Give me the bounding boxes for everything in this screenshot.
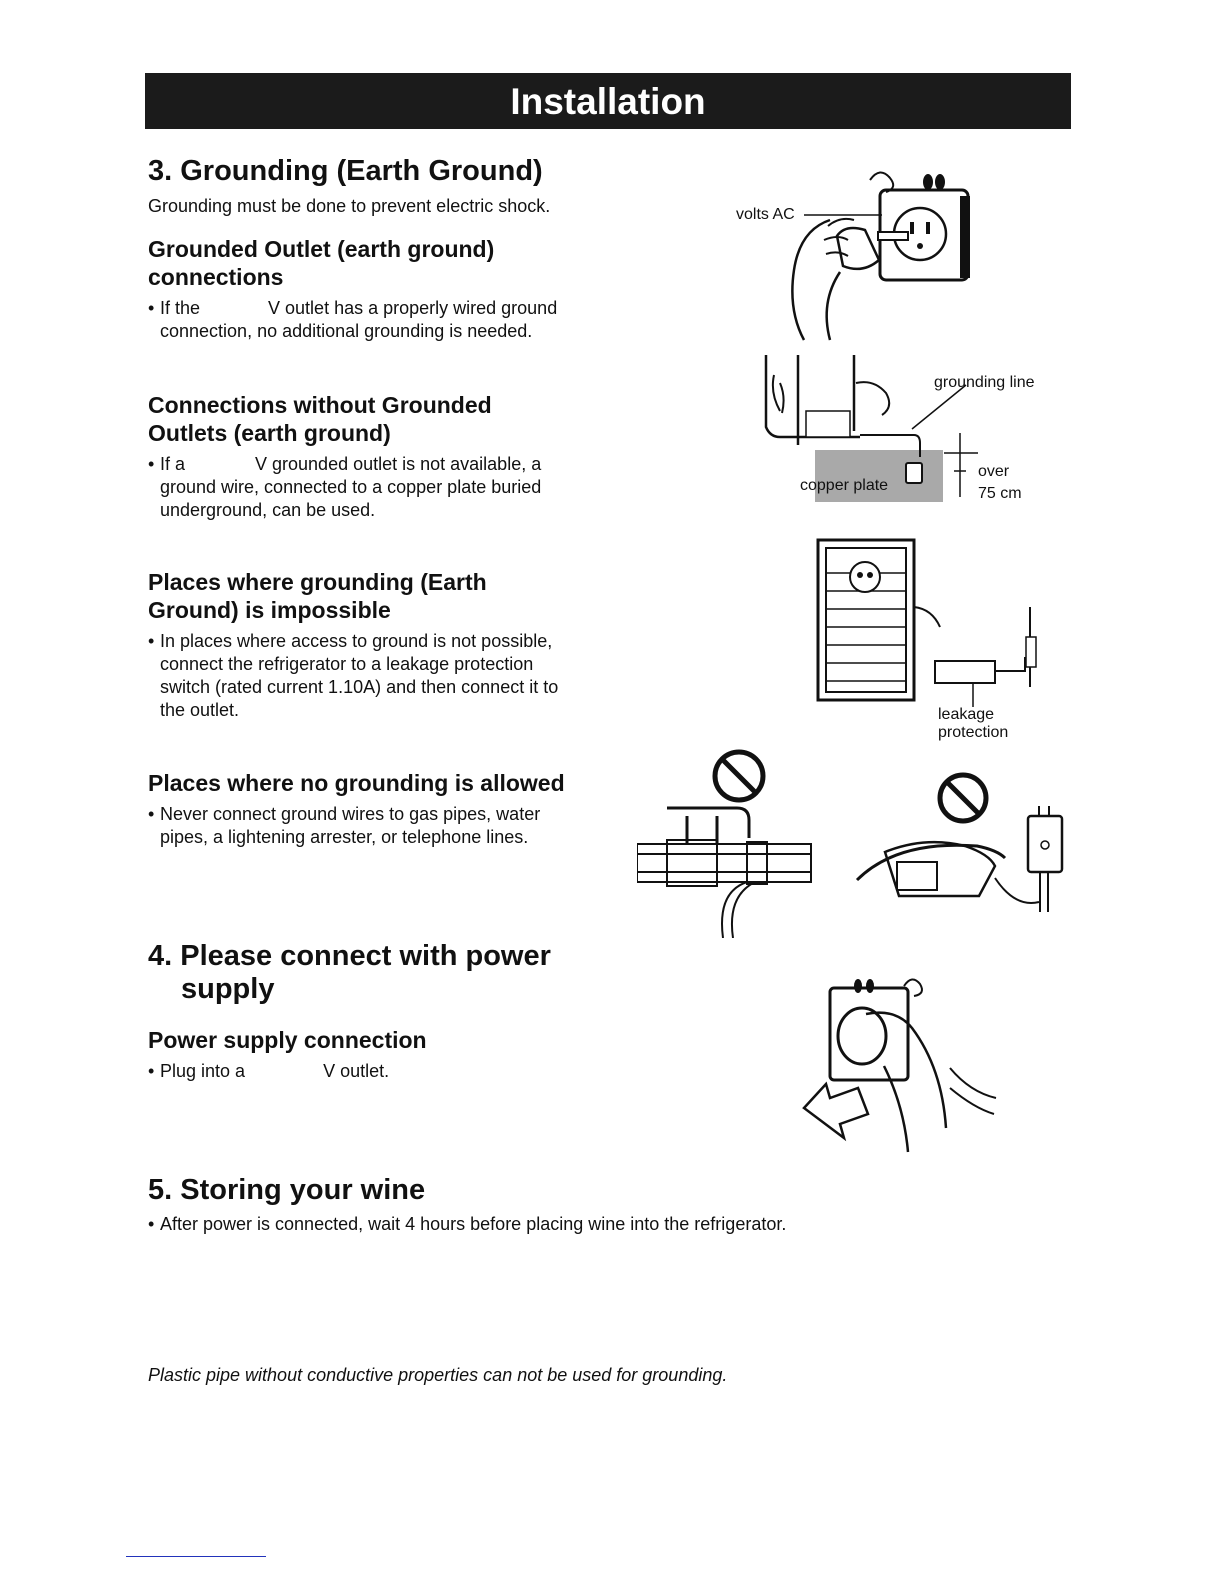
grounded-bullet-part-a: If the <box>160 298 201 318</box>
grounded-outlet-heading-line2: connections <box>148 264 284 290</box>
leakage-label-line2: protection <box>938 724 1009 741</box>
section-4-title-line1: 4. Please connect with power <box>148 940 551 972</box>
section-3-intro: Grounding must be done to prevent electric shock. <box>148 196 551 216</box>
impossible-bullet-line1: In places where access to ground is not possible, <box>160 631 553 651</box>
no-grounding-allowed-heading: Places where no grounding is allowed <box>148 770 565 796</box>
power-plug-insert-illustration <box>800 972 1000 1157</box>
without-bullet-part-b: V grounded outlet is not available, a <box>255 454 542 474</box>
storing-wine-bullet-text: After power is connected, wait 4 hours before placing wine into the refrigerator. <box>160 1214 787 1234</box>
storing-wine-bullet <box>148 1213 786 1236</box>
not-allowed-bullet-line1: Never connect ground wires to gas pipes, water <box>160 804 541 824</box>
power-supply-subheading: Power supply connection <box>148 1027 427 1053</box>
prohibited-telephone-line-illustration <box>845 772 1070 917</box>
grounding-impossible-heading <box>148 568 487 624</box>
wine-refrigerator-leakage-illustration <box>815 537 1050 707</box>
plastic-pipe-note: Plastic pipe without conductive properties can not be used for grounding. <box>148 1365 728 1385</box>
volts-ac-label: volts AC <box>736 206 795 223</box>
depth-75cm-label: 75 cm <box>978 485 1022 502</box>
impossible-bullet-line4: the outlet. <box>160 700 240 720</box>
grounding-impossible-heading-line2: Ground) is impossible <box>148 597 391 623</box>
grounded-outlet-heading-line1: Grounded Outlet (earth ground) <box>148 236 495 262</box>
power-bullet-part-b: V outlet. <box>323 1061 390 1081</box>
section-4-title <box>148 940 551 1006</box>
footer-rule <box>126 1556 266 1557</box>
grounded-bullet-part-b: V outlet has a properly wired ground <box>268 298 558 318</box>
without-grounded-heading <box>148 391 492 447</box>
not-allowed-bullet-line2: pipes, a lightening arrester, or telephone lines. <box>160 827 529 847</box>
no-grounding-allowed-bullet <box>148 803 540 849</box>
power-bullet-part-a: Plug into a <box>160 1061 246 1081</box>
over-label: over <box>978 463 1010 480</box>
grounding-impossible-bullet <box>148 630 558 722</box>
bullet-dot: • <box>148 298 155 318</box>
bullet-dot: • <box>148 631 155 651</box>
without-grounded-heading-line2: Outlets (earth ground) <box>148 420 391 446</box>
power-supply-bullet <box>148 1060 389 1083</box>
without-bullet-line2: ground wire, connected to a copper plate buried <box>160 477 542 497</box>
prohibited-gas-pipe-illustration <box>637 748 817 938</box>
volts-ac-leader <box>804 212 884 218</box>
section-3-title: 3. Grounding (Earth Ground) <box>148 155 543 187</box>
impossible-bullet-line3: switch (rated current 1.10A) and then connect it to <box>160 677 559 697</box>
bullet-dot: • <box>148 454 155 474</box>
without-bullet-line3: underground, can be used. <box>160 500 376 520</box>
grounding-impossible-heading-line1: Places where grounding (Earth <box>148 569 487 595</box>
impossible-bullet-line2: connect the refrigerator to a leakage protection <box>160 654 534 674</box>
section-4-title-line2: supply <box>181 973 275 1005</box>
bullet-dot: • <box>148 1061 155 1081</box>
grounding-line-label: grounding line <box>934 374 1035 391</box>
grounded-outlet-heading <box>148 235 494 291</box>
bullet-dot: • <box>148 1214 155 1234</box>
leakage-label-line1: leakage <box>938 706 995 723</box>
plug-outlet-illustration <box>770 160 980 345</box>
grounded-bullet-line2: connection, no additional grounding is needed. <box>160 321 533 341</box>
without-grounded-heading-line1: Connections without Grounded <box>148 392 492 418</box>
page-banner-title: Installation <box>145 73 1071 129</box>
copper-plate-label: copper plate <box>800 477 889 494</box>
without-bullet-part-a: If a <box>160 454 186 474</box>
grounded-outlet-bullet <box>148 297 557 343</box>
bullet-dot: • <box>148 804 155 824</box>
section-5-title: 5. Storing your wine <box>148 1174 426 1206</box>
without-grounded-bullet <box>148 453 541 522</box>
